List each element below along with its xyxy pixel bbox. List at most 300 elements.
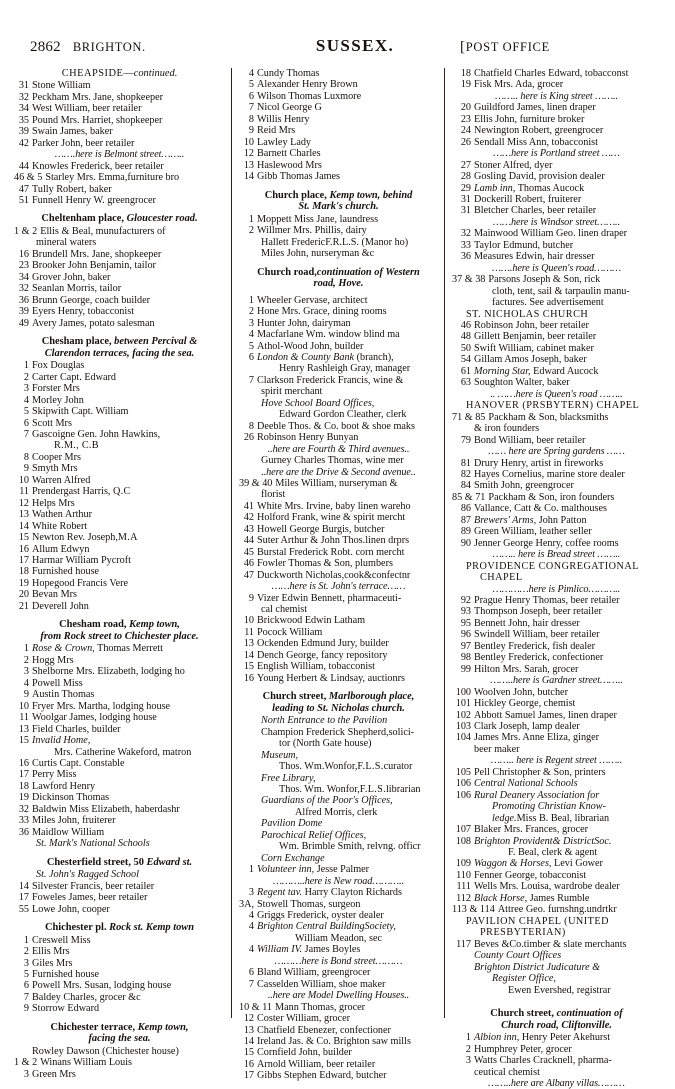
- entry-text: Lowe John, cooper: [32, 903, 110, 915]
- entry-number: 4: [23, 394, 29, 406]
- entry-text: Bevan Mrs: [32, 589, 77, 601]
- directory-entry: [239, 421, 438, 432]
- directory-entry: [14, 1046, 225, 1057]
- heading-bold: Cheltenham place,: [41, 213, 124, 225]
- entry-number: 5: [248, 340, 254, 352]
- directory-entry: [239, 535, 438, 546]
- entry-text: White Robert: [32, 520, 88, 532]
- directory-entry: [452, 641, 661, 652]
- directory-entry: [452, 526, 661, 537]
- entry-number: 1 & 2: [14, 226, 38, 238]
- heading-bold: Chichester terrace,: [50, 1021, 136, 1033]
- directory-entry: [239, 593, 438, 604]
- entry-number: 97: [460, 640, 471, 652]
- town-name: BRIGHTON.: [72, 40, 146, 54]
- directory-entry: [239, 137, 438, 148]
- directory-entry: [452, 79, 661, 90]
- directory-entry: [452, 160, 661, 171]
- church-street-entry-list-12: [452, 595, 661, 675]
- entry-number: 11: [19, 712, 29, 724]
- entry-text: London & County Bank (branch),: [257, 351, 394, 363]
- entry-number: 50: [460, 342, 471, 354]
- directory-entry: [239, 558, 438, 569]
- entry-number: 6: [248, 351, 254, 363]
- entry-institution: Guardians of the Poor's Offices,: [261, 795, 393, 807]
- entry-text: Ellis John, furniture broker: [474, 113, 585, 125]
- entry-text: Curtis Capt. Constable: [32, 757, 125, 769]
- entry-institution: North Entrance to the Pavilion: [261, 715, 388, 727]
- entry-text: Austin Thomas: [32, 689, 95, 701]
- entry-text: Howell George Burgis, butcher: [257, 523, 385, 535]
- entry-number: 3: [23, 666, 29, 678]
- directory-entry: [239, 68, 438, 79]
- heading-church-street: [239, 691, 438, 714]
- directory-entry: [14, 406, 225, 417]
- entry-number: 3A,: [239, 898, 254, 910]
- directory-entry: [452, 492, 661, 503]
- entry-text: Morley John: [32, 394, 84, 406]
- directory-entry: [14, 383, 225, 394]
- directory-entry: [14, 486, 225, 497]
- st-johns-ragged-school: St. John's Ragged School: [36, 869, 139, 881]
- continued-heading: [14, 68, 225, 79]
- entry-number: 16: [18, 543, 29, 555]
- directory-entry: [14, 980, 225, 991]
- heading-bold: Chesham road,: [59, 619, 127, 631]
- entry-continuation: Miles John, nurseryman &c: [261, 248, 375, 260]
- directory-entry: [452, 652, 661, 663]
- entry-text: Helps Mrs: [32, 497, 75, 509]
- entry-number: 42: [243, 512, 254, 524]
- directory-entry: [14, 498, 225, 509]
- directory-entry: [14, 724, 225, 735]
- entry-qualification: F.L.S.: [359, 784, 386, 796]
- entry-number: 100: [455, 686, 471, 698]
- directory-entry: [14, 969, 225, 980]
- entry-text: Albion inn, Henry Peter Akehurst: [474, 1032, 611, 1044]
- entry-text: Brewers' Arms, John Patton: [474, 514, 587, 526]
- directory-entry: [239, 864, 438, 875]
- entry-text: Eyers Henry, tobacconist: [32, 306, 135, 318]
- directory-entry: [452, 240, 661, 251]
- entry-text: Macfarlane Wm. window blind ma: [257, 329, 400, 341]
- entry-text: Bentley Frederick, confectioner: [474, 652, 604, 664]
- entry-text: Brunn George, coach builder: [32, 294, 151, 306]
- directory-entry: [452, 629, 661, 640]
- entry-text: Powell Miss: [32, 677, 83, 689]
- pavilion-chapel-heading-line1: PAVILION CHAPEL (UNITED: [466, 915, 609, 927]
- directory-entry: [239, 432, 438, 443]
- entry-text: Gillam Amos Joseph, baker: [474, 354, 587, 366]
- entry-text: Packham & Son, iron founders: [488, 491, 615, 503]
- entry-number: 84: [460, 480, 471, 492]
- entry-text: Harmar William Pycroft: [32, 555, 131, 566]
- directory-entry: [14, 689, 225, 700]
- cross-ref-bread-street: …….. here is Bread street ……..: [492, 549, 621, 561]
- church-road-entry-list-3: [239, 593, 438, 685]
- entry-text: Shelborne Mrs. Elizabeth, lodging ho: [32, 666, 185, 678]
- entry-text: Willmer Mrs. Phillis, dairy: [257, 225, 367, 237]
- directory-entry: [239, 512, 438, 523]
- entry-number: 1: [465, 1032, 471, 1044]
- entry-number: 107: [455, 824, 471, 836]
- entry-text: Measures Edwin, hair dresser: [474, 251, 595, 263]
- directory-entry: [239, 547, 438, 558]
- entry-continuation: Register Office,: [492, 973, 556, 985]
- directory-entry: [239, 921, 438, 932]
- entry-number: 8: [23, 451, 29, 463]
- entry-continuation: Promoting Christian Know-: [492, 801, 606, 813]
- continued-word: continued.: [133, 68, 178, 79]
- entry-text: Starley Mrs. Emma,furniture bro: [45, 172, 180, 184]
- entry-text: Smith John, greengrocer: [474, 480, 574, 492]
- section-name: POST OFFICE: [465, 40, 550, 54]
- entry-text: Green Mrs: [32, 1068, 76, 1080]
- chesham-place-entry-list: [14, 360, 225, 612]
- entry-institution: Pavilion Dome: [261, 818, 323, 830]
- directory-entry: [14, 827, 225, 838]
- entry-continuation: Ewen Evershed, registrar: [508, 984, 611, 996]
- entry-text: Athol-Wood John, builder: [257, 340, 364, 352]
- directory-entry: [14, 475, 225, 486]
- entry-text: Pell Christopher & Son, printers: [474, 766, 606, 778]
- entry-text: Wells Mrs. Louisa, wardrobe dealer: [474, 881, 620, 893]
- directory-entry: [239, 375, 438, 386]
- continued-street-name: CHEAPSIDE: [61, 68, 124, 79]
- entry-qualification: M.A: [117, 532, 138, 544]
- entry-number: 9: [23, 1003, 29, 1015]
- heading-chesham-road: [14, 619, 225, 642]
- entry-text: Brighton Central BuildingSociety,: [257, 921, 396, 933]
- entry-continuation: ledge. Miss B. Beal, librarian: [492, 812, 610, 824]
- entry-number: 7: [23, 991, 29, 1003]
- church-street-entry-list: [239, 864, 438, 875]
- entry-number: 24: [460, 125, 471, 137]
- entry-number: 28: [460, 171, 471, 183]
- entry-text: Griggs Frederick, oyster dealer: [257, 910, 384, 922]
- entry-number: 1 & 2: [14, 1057, 38, 1069]
- entry-number: 34: [18, 103, 29, 115]
- church-street-entry-list-5: [452, 68, 661, 91]
- directory-entry: [452, 503, 661, 514]
- entry-number: 109: [455, 858, 471, 870]
- st-nicholas-church-heading: ST. NICHOLAS CHURCH: [466, 308, 589, 320]
- directory-entry: [452, 137, 661, 148]
- entry-text: William IV. James Boyles: [257, 944, 361, 956]
- entry-number: 103: [455, 721, 471, 733]
- entry-text: Hunter John, dairyman: [257, 317, 351, 329]
- church-street-entry-list-9: [452, 320, 661, 389]
- entry-text: Blaker Mrs. Frances, grocer: [474, 824, 589, 836]
- running-head-left: [30, 39, 260, 56]
- directory-entry: [452, 595, 661, 606]
- entry-text: Baldwin Miss Elizabeth, haberdashr: [32, 803, 180, 815]
- directory-entry: [14, 678, 225, 689]
- directory-entry: [452, 664, 661, 675]
- entry-continuation: tor (North Gate house): [279, 738, 372, 750]
- entry-text: Swift William, cabinet maker: [474, 342, 594, 354]
- entry-text: Skipwith Capt. William: [32, 406, 129, 418]
- entry-text: Volunteer inn, Jesse Palmer: [257, 864, 370, 876]
- entry-number: 2: [465, 1043, 471, 1055]
- entry-text: Chatfield Charles Edward, tobacconst: [474, 68, 629, 79]
- entry-number: 1: [23, 643, 29, 655]
- entry-person: Champion Frederick Shepherd,solici-: [261, 726, 415, 738]
- heading-bold: Church street,: [490, 1007, 554, 1019]
- cross-ref-portland-street: ……here is Portland street ……: [493, 148, 620, 160]
- directory-entry: [14, 735, 225, 746]
- entry-text: Furnished house: [32, 566, 100, 578]
- entry-text: Rose & Crown, Thomas Merrett: [32, 643, 164, 655]
- entry-text: Creswell Miss: [32, 934, 91, 946]
- entry-continuation: ceutical chemist: [474, 1066, 540, 1078]
- entry-text: Vallance, Catt & Co. malthouses: [474, 503, 607, 515]
- directory-entry: [239, 225, 438, 236]
- entry-text: Brighton Provident& DistrictSoc.: [474, 835, 612, 847]
- directory-entry: [14, 103, 225, 114]
- cheapside-entry-list: [14, 80, 225, 149]
- directory-entry: [452, 1044, 661, 1055]
- entry-continuation: Alfred Morris, clerk: [295, 806, 378, 818]
- directory-entry: [14, 184, 225, 195]
- entry-text: Moppett Miss Jane, laundress: [257, 213, 379, 225]
- directory-entry: [14, 712, 225, 723]
- entry-continuation: William Meadon, sec: [295, 932, 383, 944]
- entry-text: Bentley Frederick, fish dealer: [474, 640, 596, 652]
- directory-entry: [14, 589, 225, 600]
- cross-ref-gardner-street: ……..here is Gardner street……..: [490, 675, 623, 687]
- entry-continuation: spirit merchant: [261, 386, 323, 398]
- entry-text: Bletcher Charles, beer retailer: [474, 205, 597, 217]
- entry-number: 16: [243, 672, 254, 684]
- entry-continuation: Thos. Wm. Wonfor, F.L.S. librarian: [279, 784, 421, 796]
- directory-entry: [452, 904, 661, 915]
- cross-ref-pimlico: …………here is Pimlico………..: [492, 583, 621, 595]
- directory-entry: [452, 767, 661, 778]
- bracket-glyph: [: [460, 39, 466, 55]
- entry-number: 14: [18, 880, 29, 892]
- entry-number: 18: [460, 68, 471, 79]
- directory-entry: [14, 904, 225, 915]
- directory-entry: [14, 892, 225, 903]
- directory-entry: [452, 435, 661, 446]
- entry-qualification: R.M., C.B: [54, 440, 99, 452]
- entry-number: 1: [248, 864, 254, 876]
- entry-number: 15: [18, 735, 29, 747]
- entry-text: Bond William, beer retailer: [474, 434, 586, 446]
- cross-ref-fourth-third-avenues: ..here are Fourth & Third avenues..: [267, 443, 410, 455]
- directory-entry: [239, 1047, 438, 1058]
- directory-entry: [14, 161, 225, 172]
- entry-text: Hone Mrs. Grace, dining rooms: [257, 306, 387, 318]
- entry-number: 3: [23, 383, 29, 395]
- entry-text: Ellis & Beal, munufacturers of: [40, 226, 166, 238]
- entry-text: Fowler Thomas & Son, plumbers: [257, 558, 393, 570]
- directory-entry: [239, 910, 438, 921]
- entry-qualification: Q.C: [113, 486, 131, 498]
- entry-continuation: Henry Rashleigh Gray, manager: [279, 363, 411, 375]
- heading-italic: Kemp town,: [137, 1021, 189, 1033]
- entry-text: Nicol George G: [257, 102, 322, 114]
- entry-number: 31: [460, 205, 471, 217]
- column-3: [444, 68, 661, 1089]
- entry-number: 47: [243, 569, 254, 581]
- entry-number: 11: [244, 626, 254, 638]
- directory-entry: [14, 283, 225, 294]
- entry-number: 55: [18, 903, 29, 915]
- entry-number: 95: [460, 617, 471, 629]
- entry-number: 6: [248, 967, 254, 979]
- cliftonville-entry-list: [452, 1032, 661, 1078]
- entry-text: Dench George, fancy repository: [257, 649, 388, 661]
- directory-entry: [239, 1059, 438, 1070]
- entry-text: Bennett John, hair dresser: [474, 617, 580, 629]
- chichester-place-entry-list: [14, 935, 225, 1015]
- entry-text: Guildford James, linen draper: [474, 102, 596, 114]
- gurney-entry: Gurney Charles Thomas, wine mer: [261, 455, 404, 467]
- entry-number: 46: [460, 320, 471, 332]
- entry-text: Ockenden Edmund Jury, builder: [257, 638, 389, 650]
- entry-text: Tully Robert, baker: [32, 183, 112, 195]
- entry-number: 13: [18, 509, 29, 521]
- entry-number: 108: [455, 835, 471, 847]
- directory-entry: [14, 172, 225, 183]
- directory-entry: [14, 532, 225, 543]
- heading-italic: between Percival &: [114, 336, 198, 348]
- cross-ref-queens-road-1: …….here is Queen's road………: [492, 262, 621, 274]
- directory-entry: [14, 418, 225, 429]
- entry-institution: Corn Exchange: [261, 852, 325, 864]
- directory-entry: [452, 687, 661, 698]
- entry-text: Gillett Benjamin, beer retailer: [474, 331, 597, 343]
- chichester-terrace-entry-list: [14, 1046, 225, 1080]
- entry-text: Stowell Thomas, surgeon: [257, 898, 361, 910]
- entry-text: Cundy Thomas: [257, 68, 320, 79]
- entry-institution: Museum,: [261, 749, 299, 761]
- entry-text: Carter Capt. Edward: [32, 371, 117, 383]
- entry-number: 6: [23, 980, 29, 992]
- entry-number: 7: [248, 374, 254, 386]
- entry-text: Furnished house: [32, 968, 100, 980]
- entry-text: Deeble Thos. & Co. boot & shoe maks: [257, 420, 415, 432]
- entry-number: 42: [18, 137, 29, 149]
- cross-ref-new-road: ………..here is New road………..: [272, 875, 405, 887]
- entry-text: Jenner George Henry, coffee rooms: [474, 537, 619, 549]
- entry-number: 4: [248, 944, 254, 956]
- heading-cheltenham-place: [14, 213, 225, 225]
- entry-number: 79: [460, 434, 471, 446]
- entry-number: 1: [23, 934, 29, 946]
- directory-entry: [452, 721, 661, 732]
- entry-number: 18: [18, 780, 29, 792]
- entry-text: Fryer Mrs. Martha, lodging house: [32, 700, 171, 712]
- entry-text: Deverell John: [32, 600, 89, 612]
- directory-entry: [452, 790, 661, 801]
- entry-continuation: cal chemist: [261, 603, 308, 615]
- entry-number: 10 & 11: [239, 1001, 273, 1013]
- directory-entry: [14, 1069, 225, 1080]
- church-street-entry-list-15: [452, 939, 661, 996]
- cross-ref-albany-villas: ……..here are Albany villas………: [488, 1077, 625, 1089]
- entry-number: 14: [243, 649, 254, 661]
- entry-number: 2: [23, 946, 29, 958]
- entry-number: 13: [243, 638, 254, 650]
- entry-number: 81: [460, 457, 471, 469]
- directory-entry: [239, 570, 438, 581]
- entry-text: Robinson Henry Bunyan: [257, 432, 359, 444]
- directory-entry: [239, 944, 438, 955]
- entry-text: Gascoigne Gen. John Hawkins,: [32, 429, 161, 441]
- directory-entry: [452, 1032, 661, 1043]
- entry-number: 12: [243, 148, 254, 160]
- cross-ref-spring-gardens: …… here are Spring gardens ……: [488, 446, 625, 458]
- entry-number: 17: [18, 555, 29, 566]
- entry-text: Swindell William, beer retailer: [474, 629, 600, 641]
- entry-number: 8: [248, 420, 254, 432]
- cross-ref-king-street: …….. here is King street ……..: [495, 90, 618, 102]
- directory-entry: [452, 939, 661, 950]
- directory-entry: [14, 429, 225, 440]
- entry-number: 17: [18, 892, 29, 904]
- entry-number: 12: [18, 497, 29, 509]
- entry-number: 33: [18, 815, 29, 827]
- entry-text: Green William, leather seller: [474, 526, 592, 538]
- entry-number: 4: [248, 921, 254, 933]
- directory-entry: [14, 249, 225, 260]
- entry-number: 31: [460, 193, 471, 205]
- entry-text: Packham & Son, blacksmiths: [488, 411, 609, 423]
- directory-entry: [452, 194, 661, 205]
- directory-entry: [452, 377, 661, 388]
- entry-text: Invalid Home,: [32, 735, 91, 747]
- continued-dash: —: [123, 68, 134, 79]
- entry-text: Warren Alfred: [32, 474, 91, 486]
- directory-entry: [239, 501, 438, 512]
- directory-entry: [14, 463, 225, 474]
- entry-text: Burstal Frederick Robt. corn mercht: [257, 546, 405, 558]
- directory-entry: [452, 698, 661, 709]
- entry-number: 90: [460, 537, 471, 549]
- directory-entry: [14, 566, 225, 577]
- entry-text: James Mrs. Anne Eliza, ginger: [474, 732, 600, 744]
- directory-entry: [239, 615, 438, 626]
- directory-entry: [14, 758, 225, 769]
- directory-entry: [239, 1002, 438, 1013]
- entry-number: 46 & 5: [14, 172, 43, 184]
- parsons-entry: [452, 274, 661, 285]
- directory-entry: [14, 935, 225, 946]
- directory-entry: [14, 138, 225, 149]
- entry-text: Parker John, beer retailer: [32, 137, 135, 149]
- entry-number: 36: [18, 294, 29, 306]
- entry-text: Foweles James, beer retailer: [32, 892, 148, 904]
- entry-number: 15: [18, 532, 29, 544]
- entry-number: 3: [465, 1055, 471, 1067]
- entry-number: 11: [19, 486, 29, 498]
- entry-text: Haslewood Mrs: [257, 159, 322, 171]
- entry-number: 27: [460, 159, 471, 171]
- church-street-entry-list-10: [452, 412, 661, 446]
- directory-entry: [14, 655, 225, 666]
- entry-text: Miles John, fruiterer: [32, 815, 116, 827]
- entry-number: 110: [456, 869, 471, 881]
- heading-italic-line2: Clarendon terraces, facing the sea.: [44, 347, 195, 359]
- directory-entry: [452, 251, 661, 262]
- entry-text: Dickinson Thomas: [32, 792, 110, 804]
- church-street-entry-list-8: [452, 228, 661, 262]
- directory-entry: [14, 521, 225, 532]
- entry-number: 6: [23, 417, 29, 429]
